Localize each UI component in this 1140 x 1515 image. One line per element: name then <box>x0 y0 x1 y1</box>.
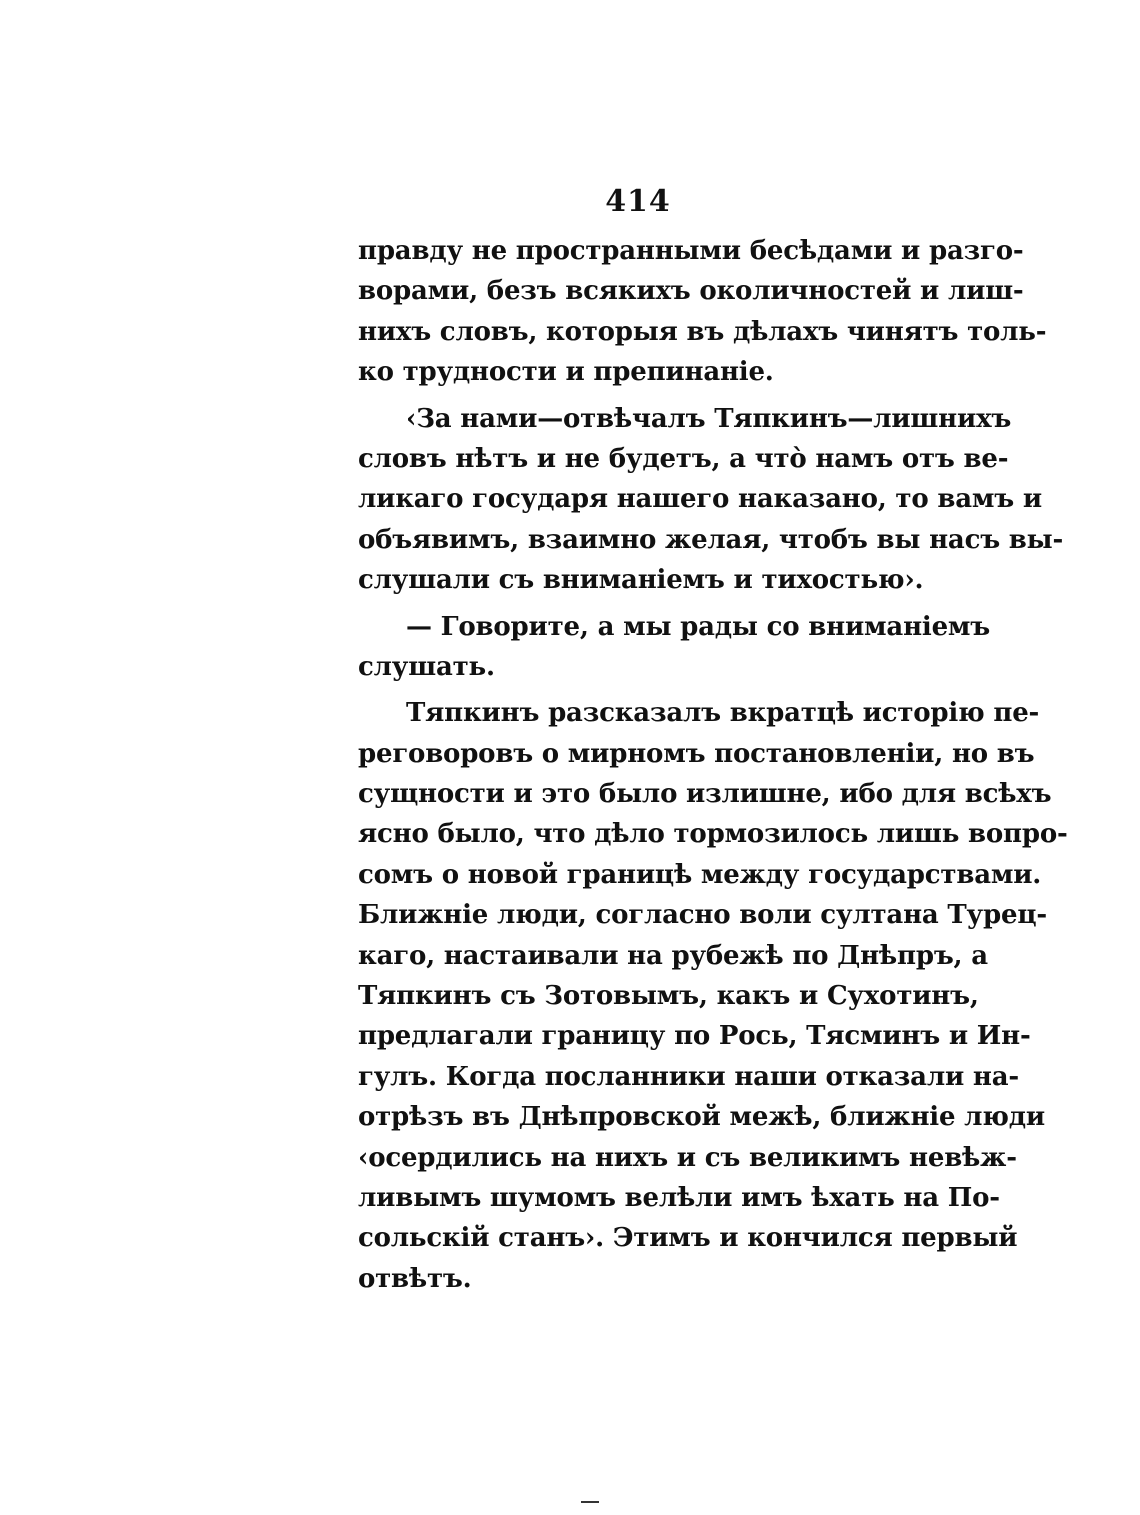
page-number: 414 <box>605 184 671 219</box>
paragraph-4 <box>358 693 1068 1299</box>
text-line: Тяпкинъ разсказалъ вкратцѣ исторію пе- <box>406 698 1040 729</box>
text-line: отрѣзъ въ Днѣпровской межѣ, ближніе люди <box>358 1102 1045 1133</box>
text-line: ‹За нами—отвѣчалъ Тяпкинъ—лишнихъ <box>406 403 1012 434</box>
text-line: реговоровъ о мирномъ постановленіи, но въ <box>358 738 1035 769</box>
body-text <box>358 231 1068 1299</box>
text-line: каго, настаивали на рубежѣ по Днѣпръ, а <box>358 940 988 971</box>
paragraph-3 <box>358 607 991 688</box>
text-line: сомъ о новой границѣ между государствами. <box>358 859 1042 890</box>
text-line: ясно было, что дѣло тормозилось лишь вопро- <box>358 819 1068 850</box>
text-line: ликаго государя нашего наказано, то вамъ и <box>358 484 1042 515</box>
text-line: гулъ. Когда посланники наши отказали на- <box>358 1061 1019 1092</box>
paragraph-1 <box>358 231 1047 393</box>
text-line: ворами, безъ всякихъ околичностей и лиш- <box>358 276 1024 307</box>
paragraph-2 <box>358 399 1064 601</box>
text-line: слушать. <box>358 651 495 682</box>
text-line: сущности и это было излишне, ибо для всѣхъ <box>358 779 1052 810</box>
text-line: словъ нѣтъ и не будетъ, а что̀ намъ отъ ве- <box>358 443 1009 474</box>
text-line: предлагали границу по Рось, Тясминъ и Ин- <box>358 1021 1031 1052</box>
text-line: ливымъ шумомъ велѣли имъ ѣхать на По- <box>358 1182 1000 1213</box>
text-line: нихъ словъ, которыя въ дѣлахъ чинятъ толь- <box>358 316 1047 347</box>
text-line: — Говорите, а мы рады со вниманіемъ <box>406 611 991 642</box>
text-line: ко трудности и препинаніе. <box>358 357 774 388</box>
text-line: ‹осердились на нихъ и съ великимъ невѣж- <box>358 1142 1017 1173</box>
text-line: отвѣтъ. <box>358 1263 472 1294</box>
text-line: правду не пространными бесѣдами и разго- <box>358 236 1024 266</box>
text-line: Ближніе люди, согласно воли султана Турец- <box>358 900 1047 931</box>
text-line: объявимъ, взаимно желая, чтобъ вы насъ вы- <box>358 524 1064 555</box>
text-line: сольскій станъ›. Этимъ и кончился первый <box>358 1223 1018 1254</box>
footer-rule <box>581 1501 599 1503</box>
text-line: слушали съ вниманіемъ и тихостью›. <box>358 565 924 596</box>
text-line: Тяпкинъ съ Зотовымъ, какъ и Сухотинъ, <box>358 981 979 1012</box>
